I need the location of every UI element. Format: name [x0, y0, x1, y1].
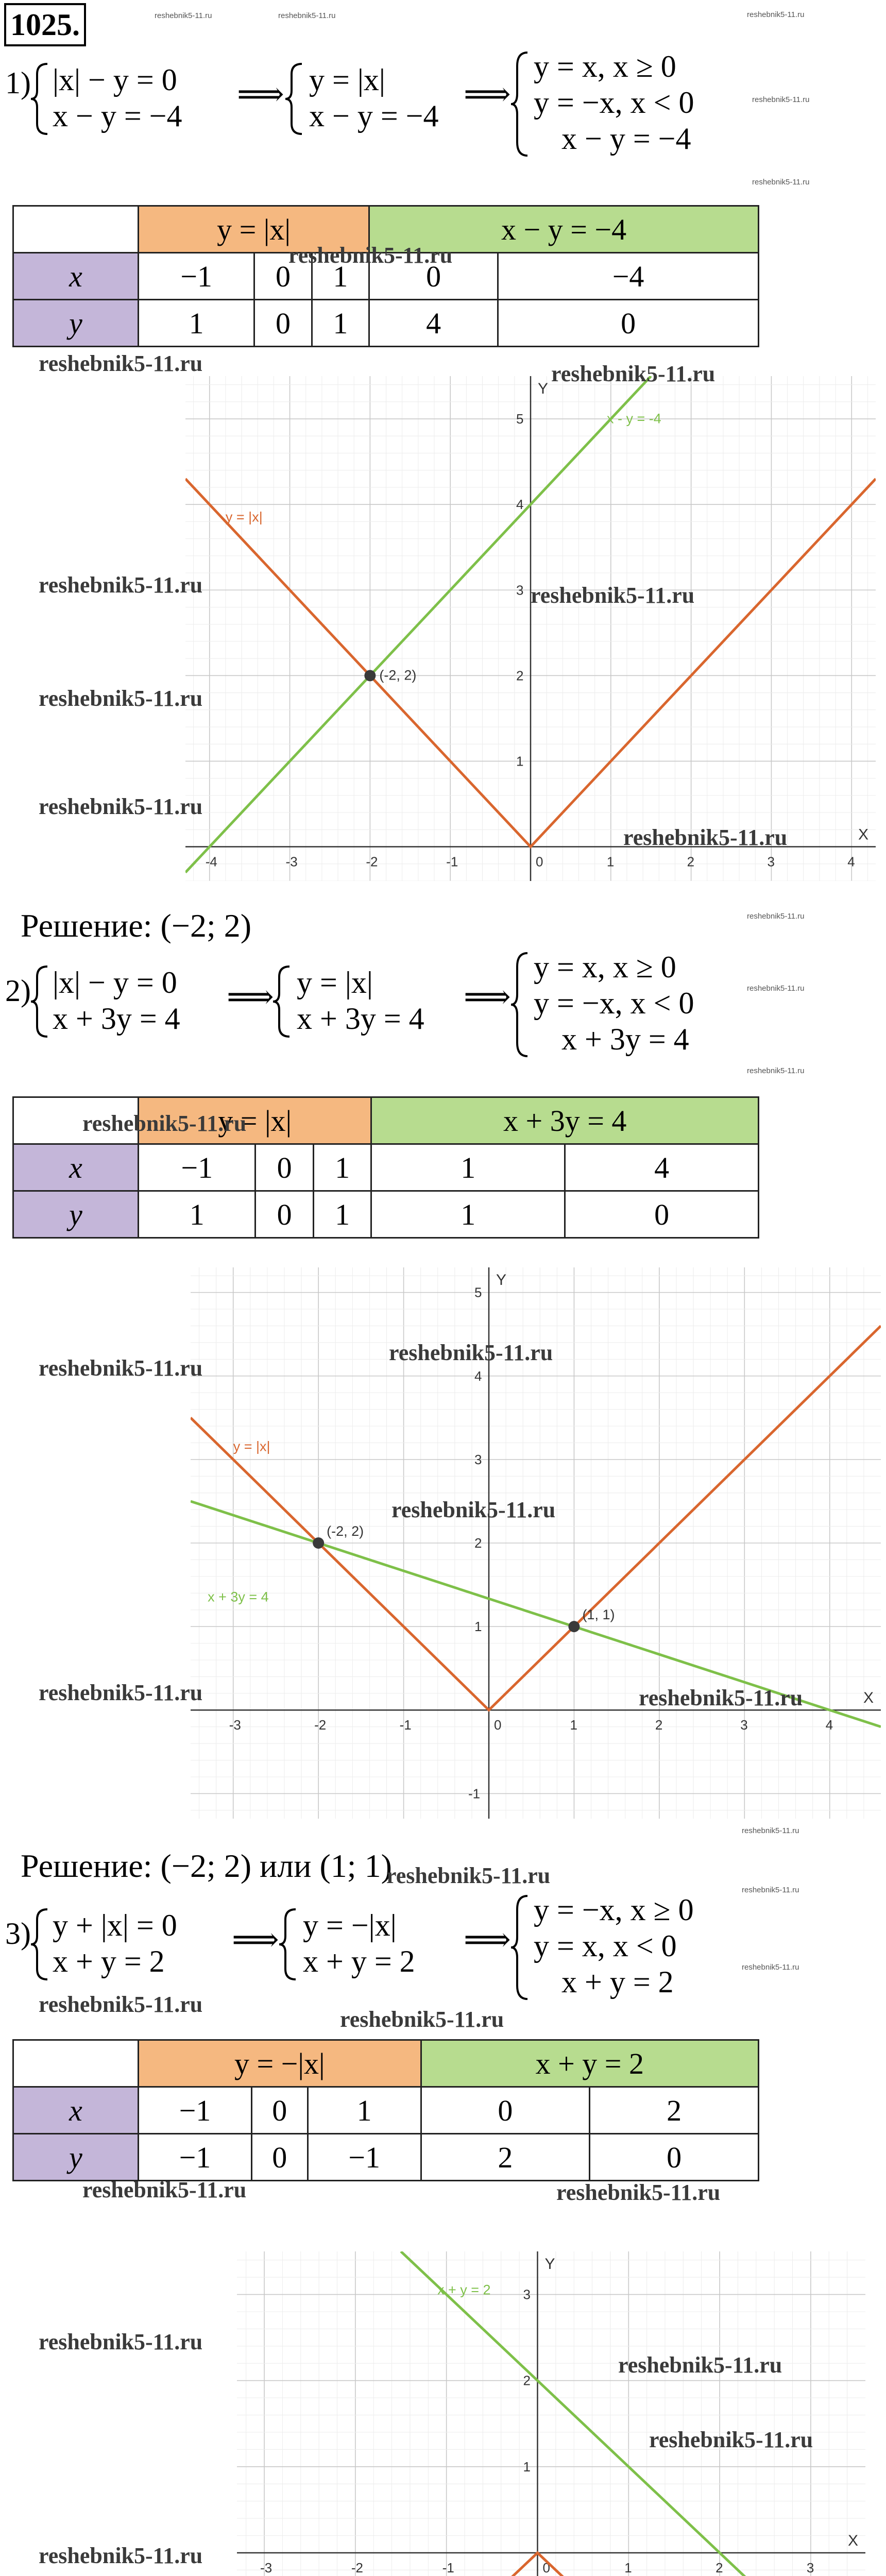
part3-label: 3): [5, 1917, 31, 1951]
x-tick-label: -4: [205, 854, 217, 870]
series-line: [401, 2251, 865, 2576]
table-cell: 0: [251, 2087, 308, 2134]
part1-sys3-line3: x − y = −4: [561, 122, 691, 156]
x-tick-label: -2: [366, 854, 378, 870]
y-tick-label: 3: [523, 2286, 531, 2302]
y-axis-label: Y: [544, 2256, 555, 2273]
watermark-small: reshebnik5-11.ru: [747, 984, 805, 993]
part3-brace2-icon: [278, 1907, 299, 1982]
table-cell: 0: [590, 2134, 759, 2181]
x-axis-label: X: [863, 1689, 874, 1707]
part2-sys1-line1: |x| − y = 0: [53, 965, 177, 999]
y-tick-label: 1: [474, 1619, 482, 1635]
watermark-small: reshebnik5-11.ru: [747, 10, 805, 19]
table-cell: 0: [255, 1144, 313, 1191]
y-tick-label: 1: [516, 753, 524, 769]
part1-sys2-line1: y = |x|: [309, 63, 385, 97]
watermark: reshebnik5-11.ru: [556, 2180, 721, 2205]
watermark: reshebnik5-11.ru: [39, 1355, 203, 1381]
part3-implies1-icon: ⟹: [232, 1921, 279, 1958]
part3-implies2-icon: ⟹: [464, 1921, 511, 1958]
table-cell: 1: [139, 300, 254, 347]
watermark: reshebnik5-11.ru: [531, 583, 695, 608]
table-cell: 1: [313, 1144, 371, 1191]
part2-sys1-line2: x + 3y = 4: [53, 1002, 180, 1036]
watermark: reshebnik5-11.ru: [39, 2329, 203, 2354]
x-tick-label: 0: [542, 2560, 550, 2575]
x-tick-label: -1: [442, 2560, 454, 2575]
watermark: reshebnik5-11.ru: [639, 1685, 803, 1710]
y-tick-label: 3: [474, 1451, 482, 1467]
y-tick-label: 2: [516, 668, 524, 684]
x-tick-label: 3: [806, 2560, 814, 2575]
x-tick-label: -2: [351, 2560, 363, 2575]
table-header-left: y = |x|: [139, 1097, 371, 1144]
table-header-right: x − y = −4: [369, 206, 759, 253]
x-tick-label: 0: [494, 1717, 502, 1733]
table-header-left: y = −|x|: [139, 2040, 421, 2087]
part2-solution: Решение: (−2; 2) или (1; 1): [21, 1848, 392, 1884]
watermark: reshebnik5-11.ru: [39, 1680, 203, 1705]
y-tick-label: 5: [516, 411, 524, 427]
watermark: reshebnik5-11.ru: [39, 686, 203, 711]
table-y-label: y: [13, 1191, 139, 1238]
part1-implies2-icon: ⟹: [464, 76, 511, 112]
part1-brace2-icon: [284, 62, 305, 137]
watermark: reshebnik5-11.ru: [618, 2352, 782, 2378]
series-label: x - y = -4: [607, 411, 661, 427]
table-cell: 0: [369, 253, 498, 300]
table-cell: 0: [565, 1191, 759, 1238]
part1-sys3-line1: y = x, x ≥ 0: [534, 49, 676, 83]
part2-sys3-line3: x + 3y = 4: [561, 1022, 689, 1056]
x-axis-label: X: [858, 826, 869, 843]
x-tick-label: 2: [687, 854, 695, 870]
part2-brace2-icon: [272, 964, 293, 1039]
watermark-small: reshebnik5-11.ru: [155, 11, 212, 20]
watermark: reshebnik5-11.ru: [386, 1863, 551, 1888]
watermark: reshebnik5-11.ru: [389, 1340, 553, 1365]
table-cell: −1: [308, 2134, 421, 2181]
table-cell: 0: [254, 300, 312, 347]
watermark-small: reshebnik5-11.ru: [742, 1886, 799, 1894]
intersection-point: [313, 1537, 324, 1549]
watermark: reshebnik5-11.ru: [340, 2007, 504, 2032]
watermark: reshebnik5-11.ru: [649, 2427, 813, 2452]
x-tick-label: 3: [767, 854, 775, 870]
table-cell: 4: [369, 300, 498, 347]
part2-sys2-line2: x + 3y = 4: [297, 1002, 424, 1036]
table-cell: 4: [565, 1144, 759, 1191]
table-x-label: x: [13, 1144, 139, 1191]
x-tick-label: 4: [847, 854, 855, 870]
y-axis-label: Y: [538, 380, 549, 397]
table-corner: [13, 2040, 139, 2087]
part1-brace3-icon: [510, 50, 531, 159]
part2-implies2-icon: ⟹: [464, 978, 511, 1015]
table-cell: 1: [308, 2087, 421, 2134]
x-axis-label: X: [848, 2532, 859, 2549]
part3-sys3-line1: y = −x, x ≥ 0: [534, 1893, 694, 1927]
watermark-small: reshebnik5-11.ru: [278, 11, 336, 20]
part2-sys3-line1: y = x, x ≥ 0: [534, 950, 676, 984]
point-label: (-2, 2): [327, 1523, 364, 1539]
x-tick-label: 1: [624, 2560, 632, 2575]
table-cell: 0: [251, 2134, 308, 2181]
x-tick-label: 0: [536, 854, 543, 870]
y-tick-label: 4: [516, 497, 524, 513]
point-label: (1, 1): [582, 1607, 615, 1623]
table-cell: 1: [313, 1191, 371, 1238]
part3-value-table: [12, 2039, 759, 2181]
intersection-point: [568, 1621, 580, 1632]
series-label: y = |x|: [225, 509, 263, 525]
part1-sys1-line2: x − y = −4: [53, 99, 182, 133]
watermark: reshebnik5-11.ru: [551, 361, 715, 386]
table-cell: −1: [139, 253, 254, 300]
x-tick-label: 1: [570, 1717, 577, 1733]
part2-brace3-icon: [510, 951, 531, 1059]
x-tick-label: -3: [260, 2560, 272, 2575]
part3-sys2-line1: y = −|x|: [303, 1908, 397, 1942]
part1-label: 1): [5, 66, 31, 100]
table-cell: 0: [254, 253, 312, 300]
intersection-point: [364, 670, 376, 681]
part2-implies1-icon: ⟹: [227, 978, 274, 1015]
watermark: reshebnik5-11.ru: [39, 1992, 203, 2017]
x-tick-label: -1: [446, 854, 458, 870]
x-tick-label: -3: [285, 854, 298, 870]
part3-brace3-icon: [510, 1894, 531, 2002]
table-cell: 1: [371, 1144, 565, 1191]
part1-sys2-line2: x − y = −4: [309, 99, 439, 133]
part2-sys3-line2: y = −x, x < 0: [534, 986, 694, 1020]
part2-brace1-icon: [30, 964, 50, 1039]
table-header-right: x + 3y = 4: [371, 1097, 759, 1144]
watermark: reshebnik5-11.ru: [39, 572, 203, 598]
part3-sys2-line2: x + y = 2: [303, 1944, 415, 1978]
x-tick-label: -1: [399, 1717, 412, 1733]
table-header-right: x + y = 2: [421, 2040, 758, 2087]
table-x-label: x: [13, 2087, 139, 2134]
series-label: x + 3y = 4: [208, 1589, 269, 1605]
series-label: x + y = 2: [437, 2282, 491, 2298]
watermark-small: reshebnik5-11.ru: [752, 178, 810, 187]
table-cell: 1: [312, 300, 369, 347]
table-cell: 2: [590, 2087, 759, 2134]
watermark: reshebnik5-11.ru: [39, 2543, 203, 2568]
series-label: y = |x|: [233, 1438, 270, 1454]
table-cell: −1: [139, 2087, 252, 2134]
part3-graph: [237, 2251, 865, 2576]
y-tick-label: 2: [523, 2372, 531, 2388]
watermark-small: reshebnik5-11.ru: [747, 912, 805, 921]
table-cell: −1: [139, 2134, 252, 2181]
y-tick-label: 4: [474, 1368, 482, 1384]
y-tick-label: 5: [474, 1284, 482, 1300]
table-cell: 1: [139, 1191, 255, 1238]
part1-implies1-icon: ⟹: [237, 76, 284, 112]
watermark-small: reshebnik5-11.ru: [752, 95, 810, 104]
problem-number: 1025.: [4, 3, 86, 46]
table-x-label: x: [13, 253, 139, 300]
part3-sys1-line2: x + y = 2: [53, 1944, 165, 1978]
part3-sys3-line3: x + y = 2: [561, 1965, 674, 1999]
y-tick-label: -1: [468, 1786, 481, 1802]
watermark: reshebnik5-11.ru: [39, 351, 203, 376]
part1-solution: Решение: (−2; 2): [21, 907, 252, 944]
table-cell: 0: [255, 1191, 313, 1238]
x-tick-label: 3: [740, 1717, 748, 1733]
watermark: reshebnik5-11.ru: [82, 1111, 247, 1136]
x-tick-label: 2: [655, 1717, 663, 1733]
table-cell: 1: [371, 1191, 565, 1238]
table-header-left: y = |x|: [139, 206, 369, 253]
table-y-label: y: [13, 300, 139, 347]
part3-sys3-line2: y = x, x < 0: [534, 1929, 677, 1963]
part3-brace1-icon: [30, 1907, 50, 1982]
x-tick-label: 1: [606, 854, 615, 870]
watermark: reshebnik5-11.ru: [82, 2177, 247, 2202]
part1-graph: [185, 376, 876, 881]
point-label: (-2, 2): [379, 667, 417, 683]
table-corner: [13, 206, 139, 253]
table-cell: −4: [498, 253, 759, 300]
part1-sys1-line1: |x| − y = 0: [53, 63, 177, 97]
watermark: reshebnik5-11.ru: [288, 243, 453, 268]
part3-sys1-line1: y + |x| = 0: [53, 1908, 177, 1942]
watermark: reshebnik5-11.ru: [623, 825, 788, 850]
table-cell: 2: [421, 2134, 590, 2181]
part1-brace1-icon: [30, 62, 50, 137]
part1-sys3-line2: y = −x, x < 0: [534, 86, 694, 120]
y-tick-label: 1: [523, 2459, 531, 2475]
part2-label: 2): [5, 974, 31, 1008]
table-cell: 0: [498, 300, 759, 347]
part1-value-table: [12, 205, 759, 347]
x-tick-label: 2: [715, 2560, 723, 2575]
y-tick-label: 3: [516, 582, 524, 598]
x-tick-label: 4: [825, 1717, 833, 1733]
y-axis-label: Y: [496, 1272, 507, 1289]
y-tick-label: 2: [474, 1535, 482, 1551]
x-tick-label: -3: [229, 1717, 241, 1733]
table-cell: 0: [421, 2087, 590, 2134]
series-line: [237, 2553, 865, 2576]
part2-sys2-line1: y = |x|: [297, 965, 373, 999]
watermark-small: reshebnik5-11.ru: [742, 1963, 799, 1972]
watermark-small: reshebnik5-11.ru: [747, 1066, 805, 1075]
table-cell: −1: [139, 1144, 255, 1191]
table-cell: 1: [312, 253, 369, 300]
watermark: reshebnik5-11.ru: [391, 1497, 556, 1522]
watermark-small: reshebnik5-11.ru: [742, 1826, 799, 1835]
x-tick-label: -2: [314, 1717, 327, 1733]
watermark: reshebnik5-11.ru: [39, 794, 203, 819]
table-y-label: y: [13, 2134, 139, 2181]
